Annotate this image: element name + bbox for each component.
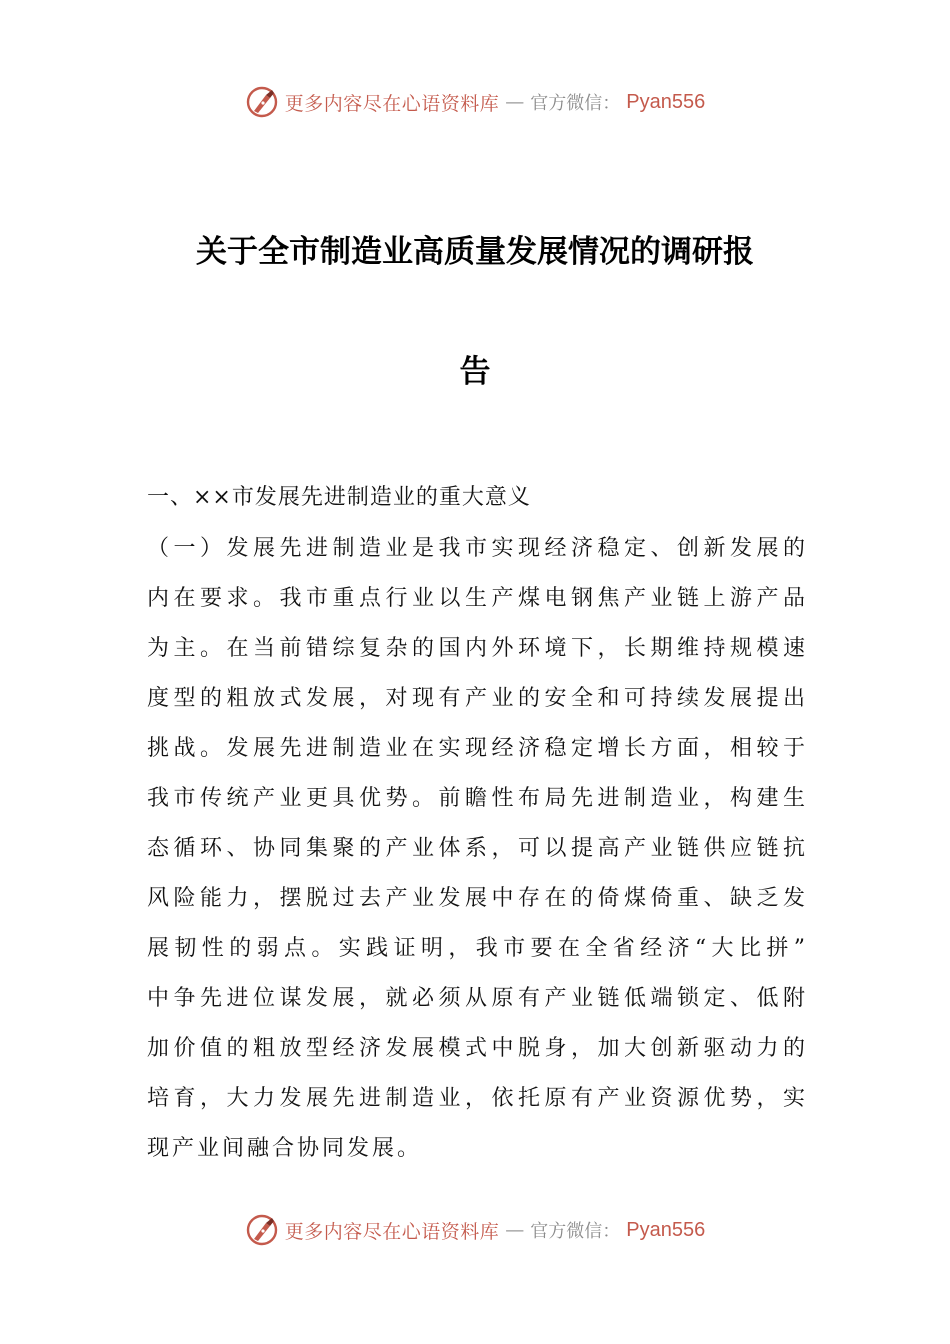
document-title-line-1: 关于全市制造业高质量发展情况的调研报 [196,234,754,270]
paragraph-line: 现产业间融合协同发展。 [147,1136,423,1161]
watermark-brand-text: 更多内容尽在心语资料库 [284,92,500,115]
watermark-separator: — [505,91,525,113]
paragraph-line: 挑战。发展先进制造业在实现经济稳定增长方面，相较于 [147,736,805,761]
paragraph-line: 态循环、协同集聚的产业体系，可以提高产业链供应链抗 [147,836,805,861]
paragraph-line: 中争先进位谋发展，就必须从原有产业链低端锁定、低附 [147,986,805,1011]
watermark-wechat-label: 官方微信： [530,93,621,114]
section-heading: 一、××市发展先进制造业的重大意义 [147,485,531,510]
paragraph-line: 为主。在当前错综复杂的国内外环境下，长期维持规模速 [147,636,805,661]
pen-nib-circle-icon [245,1213,279,1247]
paragraph-line: 加价值的粗放型经济发展模式中脱身，加大创新驱动力的 [147,1036,805,1061]
watermark-banner-top [0,82,950,122]
pen-nib-circle-icon [245,85,279,119]
watermark-wechat-label: 官方微信： [530,1221,621,1242]
paragraph-line: 培育，大力发展先进制造业，依托原有产业资源优势，实 [147,1086,805,1111]
document-title-line-2: 告 [459,354,491,390]
paragraph-line: 我市传统产业更具优势。前瞻性布局先进制造业，构建生 [147,786,805,811]
paragraph-line: （一）发展先进制造业是我市实现经济稳定、创新发展的 [147,536,805,561]
watermark-separator: — [505,1219,525,1241]
paragraph-line: 度型的粗放式发展，对现有产业的安全和可持续发展提出 [147,686,805,711]
paragraph-line: 内在要求。我市重点行业以生产煤电钢焦产业链上游产品 [147,586,805,611]
paragraph-line: 展韧性的弱点。实践证明，我市要在全省经济“大比拼” [147,936,805,961]
watermark-wechat-id: Pyan556 [626,1218,706,1241]
watermark-wechat-id: Pyan556 [626,90,706,113]
paragraph-line: 风险能力，摆脱过去产业发展中存在的倚煤倚重、缺乏发 [147,886,805,911]
watermark-banner-bottom [0,1210,950,1250]
watermark-brand-text: 更多内容尽在心语资料库 [284,1220,500,1243]
